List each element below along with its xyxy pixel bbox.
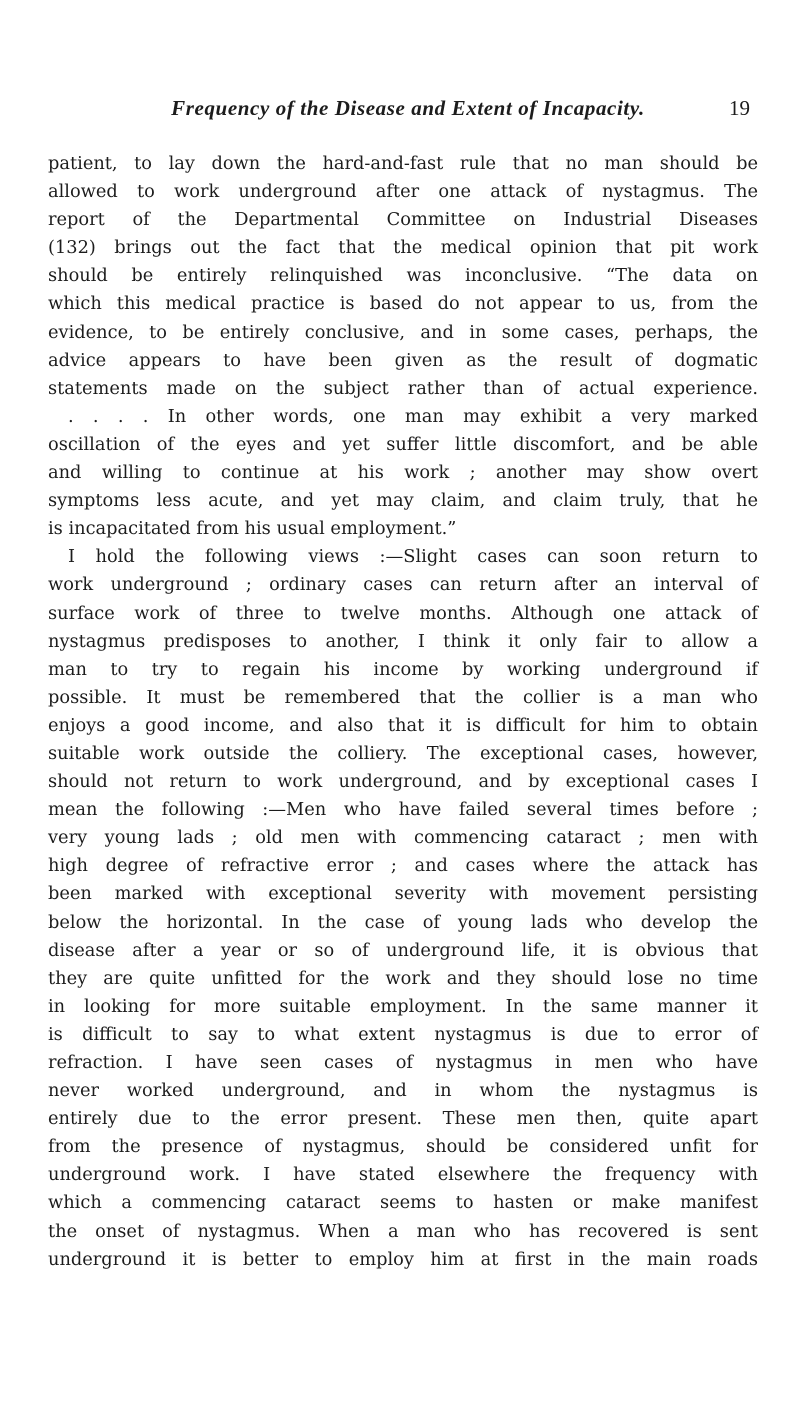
text-line: entirely due to the error present. These men then, quite apart	[48, 1108, 758, 1130]
text-line: never worked underground, and in whom the nystagmus is	[48, 1080, 758, 1102]
paragraph-start-line: I hold the following views :—Slight cases can soon return to	[68, 546, 758, 568]
running-title: Frequency of the Disease and Extent of Incapacity.	[171, 96, 645, 120]
text-line: refraction. I have seen cases of nystagmus in men who have	[48, 1052, 758, 1073]
text-line: advice appears to have been given as the result of dogmatic	[48, 349, 758, 371]
text-line: surface work of three to twelve months. Although one attack of	[48, 602, 758, 624]
text-line: evidence, to be entirely conclusive, and in some cases, perhaps, the	[48, 321, 758, 343]
text-line: the onset of nystagmus. When a man who has recovered is sent	[48, 1220, 758, 1242]
text-line: very young lads ; old men with commencing cataract ; men with	[48, 827, 758, 849]
text-line: they are quite unfitted for the work and they should lose no time	[48, 967, 758, 989]
text-line: (132) brings out the fact that the medical opinion that pit work	[48, 237, 758, 259]
text-line: possible. It must be remembered that the collier is a man who	[48, 686, 758, 708]
text-line: and willing to continue at his work ; another may show overt	[48, 462, 758, 484]
text-line: is difficult to say to what extent nystagmus is due to error of	[48, 1023, 758, 1045]
body-text	[48, 150, 758, 1274]
text-line: high degree of refractive error ; and cases where the attack has	[48, 855, 758, 877]
text-line: mean the following :—Men who have failed several times before ;	[48, 799, 758, 821]
text-line: from the presence of nystagmus, should be considered unfit for	[48, 1136, 758, 1158]
text-line: is incapacitated from his usual employment.”	[48, 518, 457, 540]
text-line: should be entirely relinquished was inconclusive. “The data on	[48, 265, 758, 287]
running-head	[118, 96, 758, 126]
text-line: patient, to lay down the hard-and-fast rule that no man should be	[48, 153, 758, 174]
text-line: symptoms less acute, and yet may claim, and claim truly, that he	[48, 490, 758, 512]
text-line: been marked with exceptional severity with movement persisting	[48, 883, 758, 905]
text-line: underground work. I have stated elsewhere the frequency with	[48, 1164, 758, 1186]
text-line: enjoys a good income, and also that it is difficult for him to obtain	[48, 714, 758, 736]
text-line: man to try to regain his income by working underground if	[48, 658, 758, 680]
text-line: allowed to work underground after one attack of nystagmus. The	[48, 181, 758, 203]
text-line: below the horizontal. In the case of young lads who develop the	[48, 911, 758, 933]
text-line: suitable work outside the colliery. The exceptional cases, however,	[48, 742, 758, 764]
text-line: underground it is better to employ him at first in the main roads	[48, 1248, 758, 1270]
text-line: work underground ; ordinary cases can return after an interval of	[48, 574, 758, 596]
text-line: oscillation of the eyes and yet suffer little discomfort, and be able	[48, 433, 758, 455]
text-line: statements made on the subject rather than of actual experience.	[48, 377, 758, 399]
text-line: which this medical practice is based do not appear to us, from the	[48, 293, 758, 315]
text-line: in looking for more suitable employment. In the same manner it	[48, 995, 758, 1017]
text-line: . . . . In other words, one man may exhibit a very marked	[68, 405, 758, 427]
text-line: report of the Departmental Committee on Industrial Diseases	[48, 209, 758, 231]
text-line: nystagmus predisposes to another, I think it only fair to allow a	[48, 630, 758, 652]
text-line: which a commencing cataract seems to hasten or make manifest	[48, 1192, 758, 1214]
page-number: 19	[729, 96, 750, 120]
text-line: disease after a year or so of underground life, it is obvious that	[48, 939, 758, 961]
text-line: should not return to work underground, and by exceptional cases I	[48, 771, 758, 793]
